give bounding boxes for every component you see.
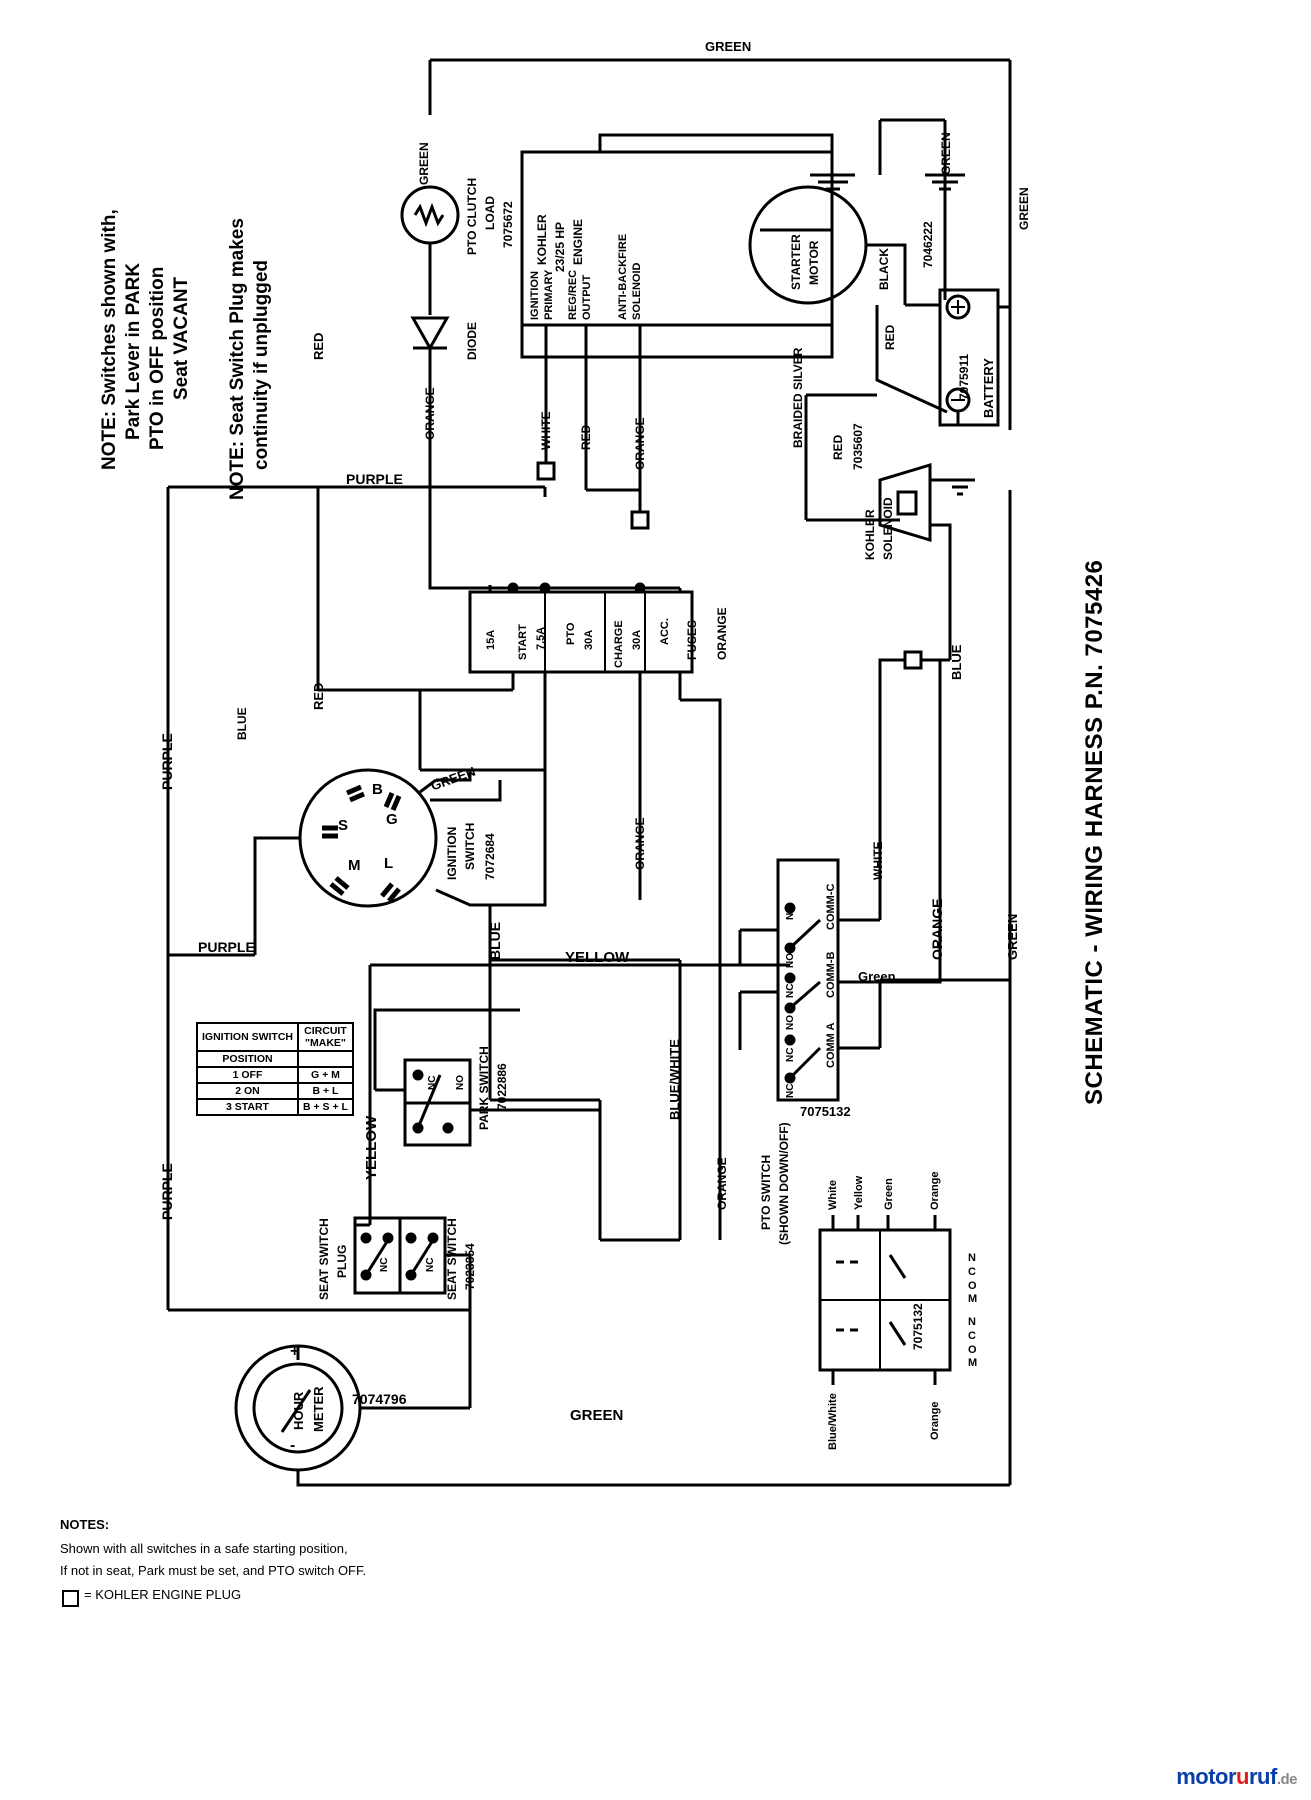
fuses-title: FUSES xyxy=(685,619,699,660)
wire-label-green-right-low: GREEN xyxy=(1005,913,1020,960)
wire-label-green-pto: GREEN xyxy=(417,142,431,185)
hour-meter-label-1: HOUR xyxy=(291,1391,306,1430)
pto-detail-pn: 7075132 xyxy=(911,1303,925,1350)
seat-switch-plug-nc: NC xyxy=(379,1257,390,1272)
pto-clutch-pn: 7075672 xyxy=(501,201,515,248)
pto-detail-right-labels-2: N C O M xyxy=(968,1316,978,1370)
wire-label-red-solenoid: RED xyxy=(831,434,845,460)
ign-table-r1c1: B + L xyxy=(298,1083,353,1099)
hour-meter-minus: - xyxy=(290,1437,296,1454)
wire-label-red-mid: RED xyxy=(311,682,326,710)
wire-label-orange-engine: ORANGE xyxy=(633,417,647,470)
ign-table-header-1: CIRCUIT "MAKE" xyxy=(298,1023,353,1051)
wire-label-blue-solenoid: BLUE xyxy=(949,644,964,680)
diode-label: DIODE xyxy=(465,321,479,360)
engine-term-antibackfire-1: ANTI-BACKFIRE xyxy=(617,233,629,320)
wire-label-purple-left: PURPLE xyxy=(159,733,175,790)
ignition-switch-label-1: IGNITION xyxy=(445,826,459,880)
hour-meter-pn: 7074796 xyxy=(352,1391,407,1407)
wire-label-yellow-main: YELLOW xyxy=(565,949,630,966)
engine-term-antibackfire-2: SOLENOID xyxy=(631,262,643,320)
park-switch-no: NO xyxy=(455,1075,466,1090)
ign-table-col1: POSITION xyxy=(197,1051,298,1067)
pto-detail-right-labels-1: N C O M xyxy=(968,1252,978,1306)
wire-label-orange-ign: ORANGE xyxy=(633,817,647,870)
seat-switch-nc: NC xyxy=(425,1257,436,1272)
fuse-name-2: CHARGE xyxy=(613,620,625,668)
ign-table-r1c0: 2 ON xyxy=(197,1083,298,1099)
wire-label-red-starter: RED xyxy=(883,324,897,350)
kohler-plug-symbol xyxy=(62,1590,79,1607)
wire-label-blue-left: BLUE xyxy=(235,707,249,740)
watermark: motoruruf.de xyxy=(1176,1764,1297,1789)
seat-switch-plug-label-2: PLUG xyxy=(335,1244,349,1278)
ign-terminal-M: M xyxy=(348,857,361,874)
park-switch-label: PARK SWITCH xyxy=(477,1046,491,1130)
wire-label-green-pto-switch: Green xyxy=(858,969,896,984)
pto-detail-term-bluewhite: Blue/White xyxy=(827,1393,839,1450)
ign-table-r2c0: 3 START xyxy=(197,1099,298,1115)
ignition-switch-pn: 7072684 xyxy=(483,833,497,880)
solenoid-label-2: SOLENOID xyxy=(881,497,895,560)
battery-cable-pn: 7046222 xyxy=(921,221,935,268)
seat-switch-plug-label-1: SEAT SWITCH xyxy=(317,1218,331,1300)
pto-comm-c: COMM-C xyxy=(825,883,837,930)
wire-label-blue-ign: BLUE xyxy=(487,921,503,960)
engine-term-ignition-primary-2: PRIMARY xyxy=(543,269,555,320)
ign-terminal-G: G xyxy=(386,811,398,828)
wire-label-purple-mid: PURPLE xyxy=(198,939,255,955)
footer-notes-heading: NOTES: xyxy=(60,1517,110,1532)
wire-label-green-right-upper: GREEN xyxy=(939,132,953,175)
fuse-amp-1: 7.5A xyxy=(535,626,547,650)
ign-terminal-S: S xyxy=(338,817,349,834)
starter-label-1: STARTER xyxy=(789,234,803,290)
note-seatplug-line2: continuity if unplugged xyxy=(251,259,272,470)
fuse-name-3: ACC. xyxy=(659,618,671,645)
pto-contact-2: NC xyxy=(785,983,796,998)
pto-switch-label-2: (SHOWN DOWN/OFF) xyxy=(777,1122,791,1245)
pto-contact-1: NO xyxy=(785,953,796,968)
wire-label-purple-top: PURPLE xyxy=(346,471,403,487)
wire-label-white-engine: WHITE xyxy=(539,411,553,450)
wire-label-green-ign: GREEN xyxy=(428,763,478,794)
park-switch-nc: NC xyxy=(427,1075,438,1090)
engine-term-regrec-1: REG/REC xyxy=(567,269,579,320)
note-seatplug-line1: NOTE: Seat Switch Plug makes xyxy=(227,218,248,500)
note-switches-line3: PTO in OFF position xyxy=(147,266,168,450)
fuse-amp-2: 30A xyxy=(583,629,595,650)
pto-clutch-label-1: PTO CLUTCH xyxy=(465,177,479,255)
wire-label-yellow-seat: YELLOW xyxy=(363,1115,380,1180)
pto-switch-label-1: PTO SWITCH xyxy=(759,1154,773,1230)
note-switches-line2: Park Lever in PARK xyxy=(123,262,144,440)
footer-notes-line2: If not in seat, Park must be set, and PTO switch OFF. xyxy=(60,1563,367,1578)
wire-label-green-top: GREEN xyxy=(705,39,752,54)
wire-label-red-engine: RED xyxy=(579,424,593,450)
wire-label-white-pto: WHITE xyxy=(871,841,885,880)
pto-switch-pn: 7075132 xyxy=(800,1104,851,1119)
ign-terminal-L: L xyxy=(384,855,394,872)
solenoid-label-1: KOHLER xyxy=(863,509,877,560)
wire-label-blue-white: BLUE/WHITE xyxy=(667,1039,682,1120)
wire-label-purple-lower: PURPLE xyxy=(159,1163,175,1220)
wire-label-black-battery: BLACK xyxy=(877,248,891,290)
pto-detail-term-orange: Orange xyxy=(929,1171,941,1210)
fuse-amp-3: 30A xyxy=(631,629,643,650)
note-switches-line1: NOTE: Switches shown with, xyxy=(99,209,120,470)
seat-switch-label: SEAT SWITCH xyxy=(445,1218,459,1300)
ign-table-r2c1: B + S + L xyxy=(298,1099,353,1115)
ign-table-header-0: IGNITION SWITCH xyxy=(197,1023,298,1051)
pto-detail-term-orange2: Orange xyxy=(929,1401,941,1440)
park-switch-pn: 7022886 xyxy=(495,1063,509,1110)
fuse-name-1: PTO xyxy=(565,622,577,645)
seat-switch-pn: 7023354 xyxy=(463,1243,477,1290)
engine-label-3: ENGINE xyxy=(571,218,585,265)
pto-comm-b: COMM-B xyxy=(825,951,837,998)
engine-term-ignition-primary-1: IGNITION xyxy=(529,271,541,320)
pto-contact-0: NO xyxy=(785,905,796,920)
fuse-amp-0: 15A xyxy=(485,629,497,650)
ign-table-r0c1: G + M xyxy=(298,1067,353,1083)
solenoid-pn: 7035607 xyxy=(851,423,865,470)
battery-label: BATTERY xyxy=(981,358,996,418)
ign-terminal-B: B xyxy=(372,781,383,798)
pto-contact-5: NC xyxy=(785,1083,796,1098)
page-title: SCHEMATIC - WIRING HARNESS P.N. 7075426 xyxy=(1081,559,1108,1105)
fuse-name-0: START xyxy=(517,624,529,660)
wire-label-orange-pto: ORANGE xyxy=(715,1157,729,1210)
footer-notes-line1: Shown with all switches in a safe starting position, xyxy=(60,1541,348,1556)
hour-meter-plus: + xyxy=(290,1343,300,1360)
starter-label-2: MOTOR xyxy=(807,240,821,285)
engine-label-2: 23/25 HP xyxy=(553,221,567,272)
pto-detail-term-yellow: Yellow xyxy=(853,1175,865,1210)
wire-label-orange-diode: ORANGE xyxy=(423,387,437,440)
wire-label-braided-silver: BRAIDED SILVER xyxy=(791,347,805,448)
wire-label-red-left-upper: RED xyxy=(311,332,326,360)
battery-pn: 7075911 xyxy=(957,353,971,400)
ign-table-col2-blank xyxy=(298,1051,353,1067)
hour-meter-label-2: METER xyxy=(311,1386,326,1432)
ign-table-r0c0: 1 OFF xyxy=(197,1067,298,1083)
pto-contact-3: NO xyxy=(785,1015,796,1030)
note-switches-line4: Seat VACANT xyxy=(171,276,192,400)
wire-label-green-bottom: GREEN xyxy=(570,1407,624,1424)
wire-label-green-right-outer: GREEN xyxy=(1017,187,1031,230)
pto-clutch-label-2: LOAD xyxy=(483,196,497,230)
pto-comm-a: COMM A xyxy=(825,1022,837,1068)
wire-label-orange-fuse: ORANGE xyxy=(715,607,729,660)
pto-contact-4: NC xyxy=(785,1047,796,1062)
footer-notes-line3: = KOHLER ENGINE PLUG xyxy=(84,1587,242,1602)
engine-label-1: KOHLER xyxy=(535,214,549,265)
ignition-switch-label-2: SWITCH xyxy=(463,822,477,870)
engine-term-regrec-2: OUTPUT xyxy=(581,274,593,320)
pto-detail-term-white: White xyxy=(827,1180,839,1210)
ignition-switch-table xyxy=(196,1022,354,1116)
pto-detail-term-green: Green xyxy=(883,1178,895,1210)
wire-label-orange-right: ORANGE xyxy=(929,898,945,960)
